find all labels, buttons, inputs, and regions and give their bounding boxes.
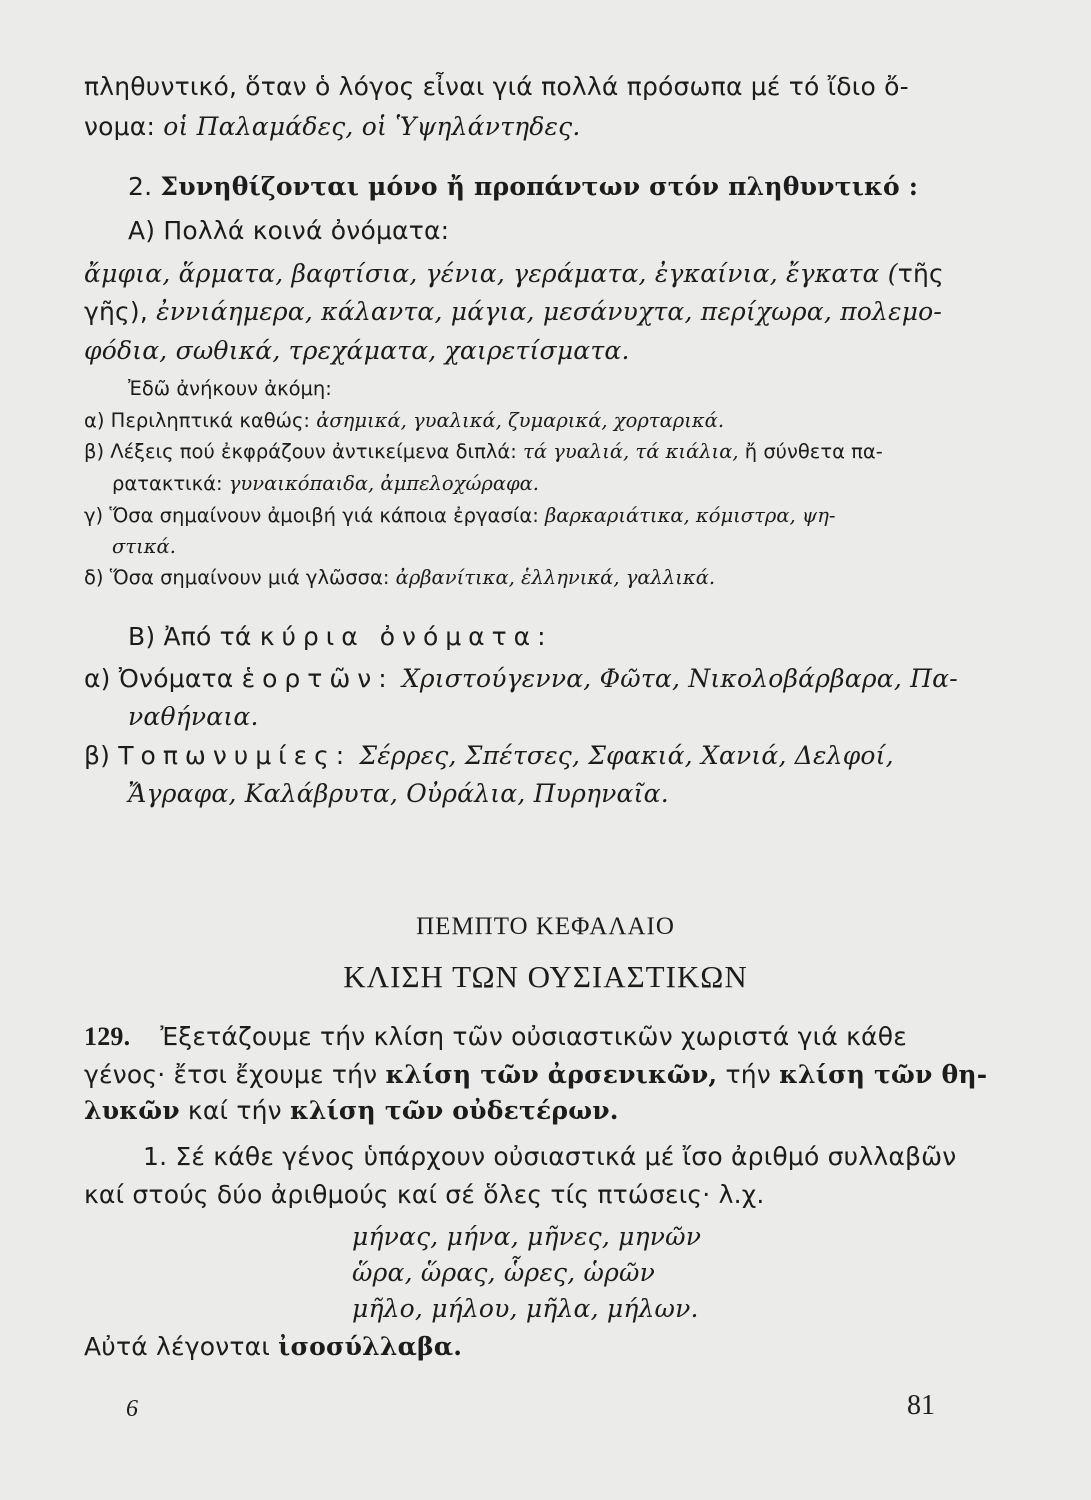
item-c-words: βαρκαριάτικα, κόμιστρα, ψη-: [545, 504, 836, 527]
part-b-a-label: α) Ὀνόματα: [84, 664, 242, 693]
part-a-item-c-cont: στικά.: [112, 535, 176, 558]
section-2-heading: [128, 172, 918, 201]
part-a-line-2: [84, 297, 942, 326]
intro-line-1: πληθυντικό, ὅταν ὁ λόγος εἶναι γιά πολλά πρόσωπα μέ τό ἴδιο ὄ-: [84, 72, 909, 101]
part-a-line-1: [84, 259, 944, 288]
example-line-1: μήνας, μήνα, μῆνες, μηνῶν: [352, 1222, 702, 1251]
item-b-label: β) Λέξεις πού ἐκφράζουν ἀντικείμενα διπλά:: [84, 440, 524, 463]
part-b-item-b: [84, 741, 894, 770]
part-a-line-1-words: ἄμφια, ἅρματα, βαφτίσια, γένια, γεράματα, ἐγκαίνια, ἔγκατα (: [84, 259, 898, 288]
chapter-subtitle: ΠΕΜΠΤΟ ΚΕΦΑΛΑΙΟ: [416, 913, 675, 940]
part-b-a-spaced: ἑορτῶν:: [241, 664, 394, 693]
item-a-label: α) Περιληπτικά καθώς:: [84, 409, 317, 432]
chapter-title: ΚΛΙΣΗ ΤΩΝ ΟΥΣΙΑΣΤΙΚΩΝ: [343, 959, 748, 994]
intro-line-2-text: νομα:: [84, 112, 164, 141]
example-line-3: μῆλο, μήλου, μῆλα, μήλων.: [352, 1294, 699, 1323]
part-a-note: Ἐδῶ ἀνήκουν ἀκόμη:: [128, 377, 332, 400]
para-129-l2a: γένος· ἔτσι ἔχουμε τήν: [84, 1060, 386, 1089]
part-b-b-spaced: Τοπωνυμίες:: [118, 741, 352, 770]
part-a-item-b-cont: [112, 472, 539, 495]
part-a-line-2-words: ἐννιάημερα, κάλαντα, μάγια, μεσάνυχτα, περίχωρα, πολεμο-: [156, 297, 943, 326]
section-2-title: Συνηθίζονται μόνο ἤ προπάντων στόν πληθυντικό :: [160, 172, 919, 201]
para-129-line-1-text: Ἐξετάζουμε τήν κλίση τῶν οὐσιαστικῶν χωριστά γιά κάθε: [160, 1022, 907, 1051]
para-129-l2c: τήν: [717, 1060, 780, 1089]
part-a-item-b: [84, 440, 883, 463]
closing-line: [84, 1332, 462, 1361]
item-a-words: ἀσημικά, γυαλικά, ζυμαρικά, χορταρικά.: [316, 409, 725, 432]
part-b-item-b-cont: Ἄγραφα, Καλάβρυτα, Οὐράλια, Πυρηναῖα.: [128, 779, 669, 808]
part-b-item-a: [84, 664, 958, 693]
part-b-heading-start: Β) Ἀπό τά: [128, 622, 260, 651]
intro-line-2-names: οἱ Παλαμάδες, οἱ Ὑψηλάντηδες.: [163, 112, 581, 141]
para-129-line-3: [84, 1096, 619, 1125]
part-a-item-a: [84, 409, 724, 432]
part-b-heading: [128, 622, 553, 651]
example-line-2: ὥρα, ὥρας, ὧρες, ὡρῶν: [352, 1258, 655, 1287]
part-b-b-words: Σέρρες, Σπέτσες, Σφακιά, Χανιά, Δελφοί,: [351, 741, 894, 770]
part-a-heading: Α) Πολλά κοινά ὀνόματα:: [128, 216, 450, 245]
para-129-l3a: λυκῶν: [84, 1096, 180, 1125]
closing-term: ἰσοσύλλαβα.: [278, 1332, 463, 1361]
para-129-line-1: [84, 1022, 907, 1052]
para-129-l2b: κλίση τῶν ἀρσενικῶν,: [385, 1060, 718, 1089]
page-number: 81: [907, 1390, 935, 1421]
section-2-number: 2.: [128, 172, 161, 201]
item-b-words: τά γυαλιά, τά κιάλια,: [523, 440, 739, 463]
item-b-tail: ἤ σύνθετα πα-: [738, 440, 883, 463]
part-a-line-2-start: γῆς),: [84, 297, 157, 326]
part-b-heading-spaced: κύρια ὀνόματα:: [259, 622, 553, 651]
part-a-line-3: φόδια, σωθικά, τρεχάματα, χαιρετίσματα.: [84, 336, 630, 365]
part-b-a-words: Χριστούγεννα, Φῶτα, Νικολοβάρβαρα, Πα-: [393, 664, 958, 693]
signature-mark: 6: [126, 1396, 138, 1422]
item-c-label: γ) Ὅσα σημαίνουν ἀμοιβή γιά κάποια ἐργασία:: [84, 504, 545, 527]
para-129-l2d: κλίση τῶν θη-: [779, 1060, 988, 1089]
item-b2-words: γυναικόπαιδα, ἀμπελοχώραφα.: [228, 472, 540, 495]
para-129-l3b: καί τήν: [179, 1096, 290, 1125]
item-d-label: δ) Ὅσα σημαίνουν μιά γλῶσσα:: [84, 566, 396, 589]
part-a-item-d: [84, 566, 715, 589]
item-b2-label: ρατακτικά:: [112, 472, 229, 495]
para-129-line-2: [84, 1060, 987, 1089]
para-1-line-2: καί στούς δύο ἀριθμούς καί σέ ὅλες τίς πτώσεις· λ.χ.: [84, 1180, 765, 1209]
part-b-b-label: β): [84, 741, 119, 770]
part-a-item-c: [84, 504, 835, 527]
intro-line-2: [84, 112, 581, 141]
para-129-l3c: κλίση τῶν οὐδετέρων.: [289, 1096, 619, 1125]
item-d-words: ἀρβανίτικα, ἑλληνικά, γαλλικά.: [395, 566, 716, 589]
part-a-line-1-end: τῆς: [897, 259, 944, 288]
closing-text: Αὐτά λέγονται: [84, 1332, 279, 1361]
part-b-item-a-cont: ναθήναια.: [128, 702, 259, 731]
para-1-line-1: 1. Σέ κάθε γένος ὑπάρχουν οὐσιαστικά μέ ἴσο ἀριθμό συλλαβῶν: [143, 1142, 957, 1171]
para-129-number: 129.: [84, 1022, 131, 1051]
